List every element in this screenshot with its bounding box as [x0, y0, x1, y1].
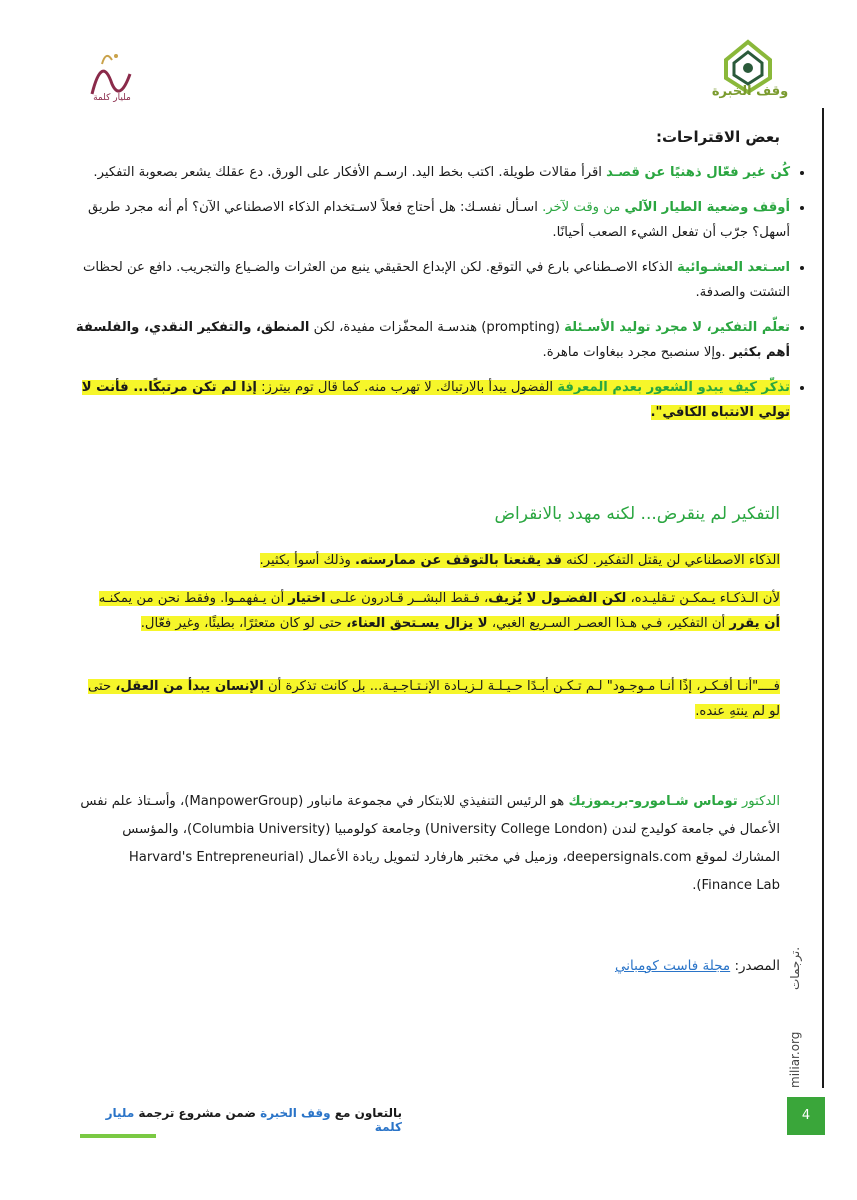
footer-credit [82, 1106, 402, 1134]
footer-partner: وقف الخبرة [260, 1106, 331, 1120]
para-text: أن يـفهمـوا. وفقط نحن من يمكنـه [98, 591, 289, 606]
footer-project: مليار كلمة [105, 1106, 402, 1134]
source-line [80, 958, 780, 974]
source-label: المصدر: [730, 958, 780, 974]
footer-accent-bar [80, 1134, 156, 1138]
para-bold: لكن الفضـول لا يُزيف [488, 591, 627, 606]
side-caption [784, 930, 824, 1090]
source-link[interactable]: مجلة فاست كومباني [614, 958, 731, 974]
item-text: الذكاء الاصـطناعي بارع في التوقع. لكن الإبداع الحقيقي ينبع من العثرات والضـياع والتجريب. دافع عن لحظات التشتت والصدفة. [83, 260, 790, 300]
logo-right-text: وقف الخبرة [711, 84, 789, 99]
suggestions-heading: بعض الاقتراحات: [655, 128, 780, 146]
para-bold: قد يقنعنا بالتوقف عن ممارسته. [355, 553, 562, 568]
list-item [70, 315, 790, 365]
category-label: ترجمات. [788, 946, 802, 990]
list-item [70, 255, 790, 305]
suggestions-list [70, 160, 810, 435]
paragraph-3 [80, 674, 780, 724]
list-item [70, 195, 790, 245]
paragraph-1 [80, 548, 780, 573]
item-lead: كُن غير فعّال ذهنيًا عن قصـد [606, 165, 790, 180]
para-text: لأن الـذكـاء يـمكـن تـقليـده، [626, 591, 780, 606]
para-text: حتى لو لم ينتهِ عنده. [88, 679, 780, 719]
author-name: توماس شـامورو-بريموزيك [568, 794, 738, 809]
section-subtitle: التفكير لم ينقرض... لكنه مهدد بالانقراض [494, 504, 780, 524]
item-text: (prompting) هندسـة المحفّزات مفيدة، لكن [309, 320, 565, 335]
para-text: وذلك أسوأ بكثير. [259, 553, 356, 568]
footer-text: بالتعاون مع [330, 1106, 402, 1120]
item-text: اسـأل نفسـك: هل أحتاج فعلاً لاسـتخدام الذكاء الاصطناعي الآن؟ أم أنه مجرد طريق أسهل؟ جرّب أن تفعل الشيء الصعب أحيانًا. [87, 200, 790, 240]
para-bold: لا يزال يسـتحق العناء، [346, 616, 488, 631]
para-text: حتى لو كان متعثرًا، بطيئًا، وغير فعّال. [140, 616, 347, 631]
item-lead-tail: من وقت لآخر. [542, 200, 625, 215]
item-bold: المنطق، والتفكير النقدي، والفلسفة أهم بكثير [75, 320, 790, 360]
para-bold: الإنسان يبدأ من العقل، [115, 679, 264, 694]
page-number: 4 [787, 1097, 825, 1135]
item-lead: أوقف وضعية الطيار الآلي [624, 200, 790, 215]
item-lead: اسـتعد العشـوائية [677, 260, 790, 275]
item-text: اقرأ مقالات طويلة. اكتب بخط اليد. ارسـم الأفكار على الورق. دع عقلك يشعر بصعوبة التفكير. [93, 165, 607, 180]
paragraph-2 [80, 586, 780, 636]
para-bold: اختيار [288, 591, 326, 606]
list-item-highlighted [70, 375, 790, 425]
para-text: فــــ"أنـا أفـكـر، إذًا أنـا مـوجـود" لـم تـكـن أبـدًا حـيـلـة لـزيـادة الإنـتـاجـيـة... بل كانت تذكرة أن [263, 679, 780, 694]
miliar-kalima-logo [72, 44, 152, 104]
para-text: الذكاء الاصطناعي لن يقتل التفكير. لكنه [561, 553, 780, 568]
logo-left-text: مليار كلمة [93, 93, 131, 103]
item-lead: تذكّر كيف يبدو الشعور بعدم المعرفة [557, 380, 790, 395]
para-text: ، فـقط البشــر قـادرون علـى [325, 591, 489, 606]
author-bio [80, 788, 780, 900]
item-text: الفضول يبدأ بالارتباك. لا تهرب منه. كما قال توم بيترز: [256, 380, 558, 395]
footer-text: ضمن مشروع ترجمة [134, 1106, 261, 1120]
para-text: أن التفكير، فـي هـذا العصـر السـريع الغبي، [487, 616, 730, 631]
item-bold: إذا لم تكن مرتبكًا... فأنت لا تولي الانتباه الكافي". [81, 380, 790, 420]
site-url: miliar.org [788, 1031, 802, 1088]
para-bold: أن يقرر [729, 616, 780, 631]
item-text: .وإلا سنصبح مجرد ببغاوات ماهرة. [542, 345, 730, 360]
item-lead: تعلّم التفكير، لا مجرد توليد الأسـئلة [564, 320, 790, 335]
list-item [70, 160, 790, 185]
bio-prefix: الدكتور [737, 794, 780, 809]
bio-text: هو الرئيس التنفيذي للابتكار في مجموعة مانباور (ManpowerGroup)، وأسـتاذ علم نفس الأعمال في جامعة كوليدج لندن (University College London) وجامعة كولومبيا (Columbia University)، والمؤسس المشارك لموقع deepersignals.com، وزميل في مختبر هارفارد لتمويل ريادة الأعمال (Harvard's Entrepreneurial Finance Lab). [80, 794, 780, 893]
